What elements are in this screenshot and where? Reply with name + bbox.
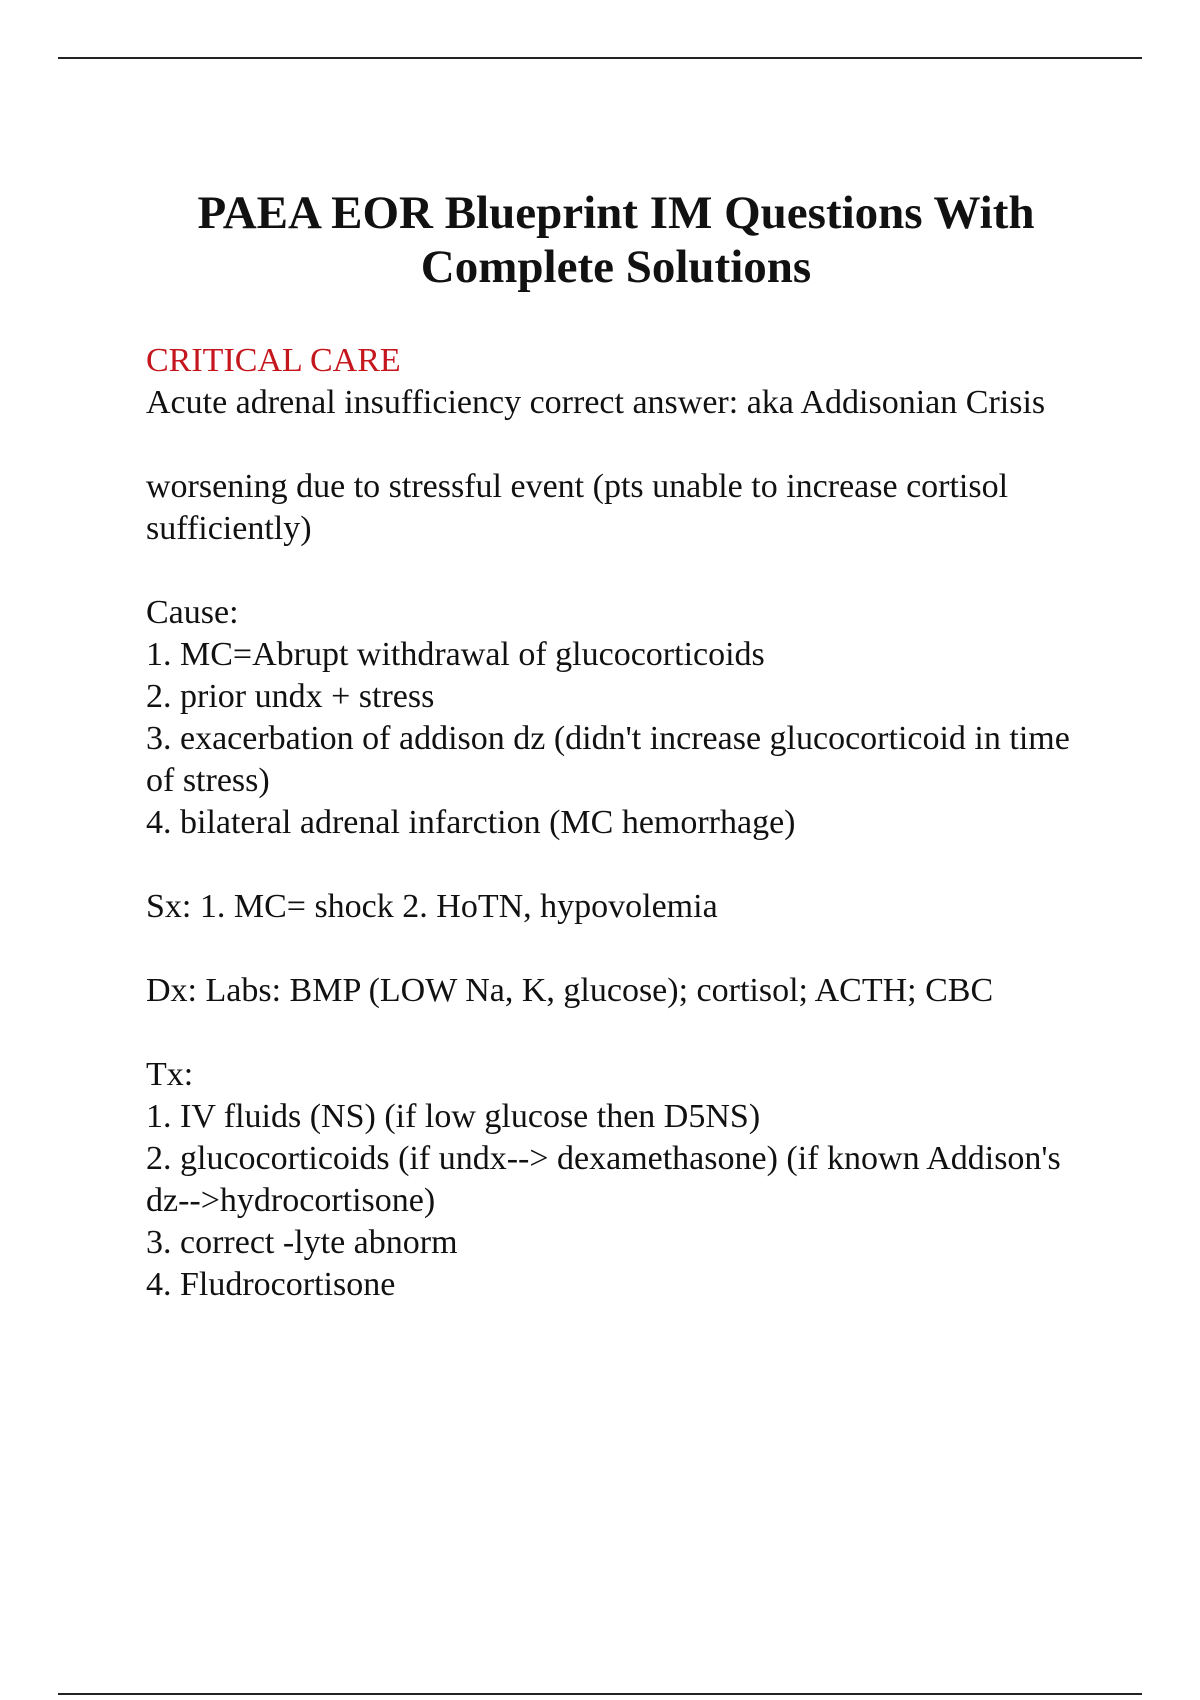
cause-item-4: 4. bilateral adrenal infarction (MC hemorrhage) bbox=[146, 804, 796, 841]
spacer bbox=[146, 424, 1086, 466]
title-line-2: Complete Solutions bbox=[420, 241, 812, 293]
treatment-label: Tx: bbox=[146, 1056, 194, 1093]
question-text: Acute adrenal insufficiency correct answer: aka Addisonian Crisis bbox=[146, 384, 1046, 421]
cause-item-1: 1. MC=Abrupt withdrawal of glucocorticoids bbox=[146, 636, 765, 673]
diagnosis-text: Dx: Labs: BMP (LOW Na, K, glucose); cortisol; ACTH; CBC bbox=[146, 972, 994, 1009]
bottom-divider bbox=[58, 1693, 1142, 1695]
title-line-1: PAEA EOR Blueprint IM Questions With bbox=[197, 187, 1035, 239]
symptoms-text: Sx: 1. MC= shock 2. HoTN, hypovolemia bbox=[146, 888, 718, 925]
page-title bbox=[100, 186, 1132, 294]
document-body bbox=[146, 340, 1086, 1306]
spacer bbox=[146, 550, 1086, 592]
cause-label: Cause: bbox=[146, 594, 239, 631]
top-divider bbox=[58, 57, 1142, 59]
cause-item-2: 2. prior undx + stress bbox=[146, 678, 435, 715]
worsening-text: worsening due to stressful event (pts unable to increase cortisol sufficiently) bbox=[146, 468, 1009, 547]
section-heading: CRITICAL CARE bbox=[146, 342, 401, 379]
spacer bbox=[146, 1012, 1086, 1054]
treatment-item-4: 4. Fludrocortisone bbox=[146, 1266, 396, 1303]
treatment-item-3: 3. correct -lyte abnorm bbox=[146, 1224, 458, 1261]
treatment-item-1: 1. IV fluids (NS) (if low glucose then D5NS) bbox=[146, 1098, 761, 1135]
spacer bbox=[146, 844, 1086, 886]
treatment-item-2: 2. glucocorticoids (if undx--> dexamethasone) (if known Addison's dz-->hydrocortisone) bbox=[146, 1140, 1061, 1219]
spacer bbox=[146, 928, 1086, 970]
cause-item-3: 3. exacerbation of addison dz (didn't increase glucocorticoid in time of stress) bbox=[146, 720, 1070, 799]
